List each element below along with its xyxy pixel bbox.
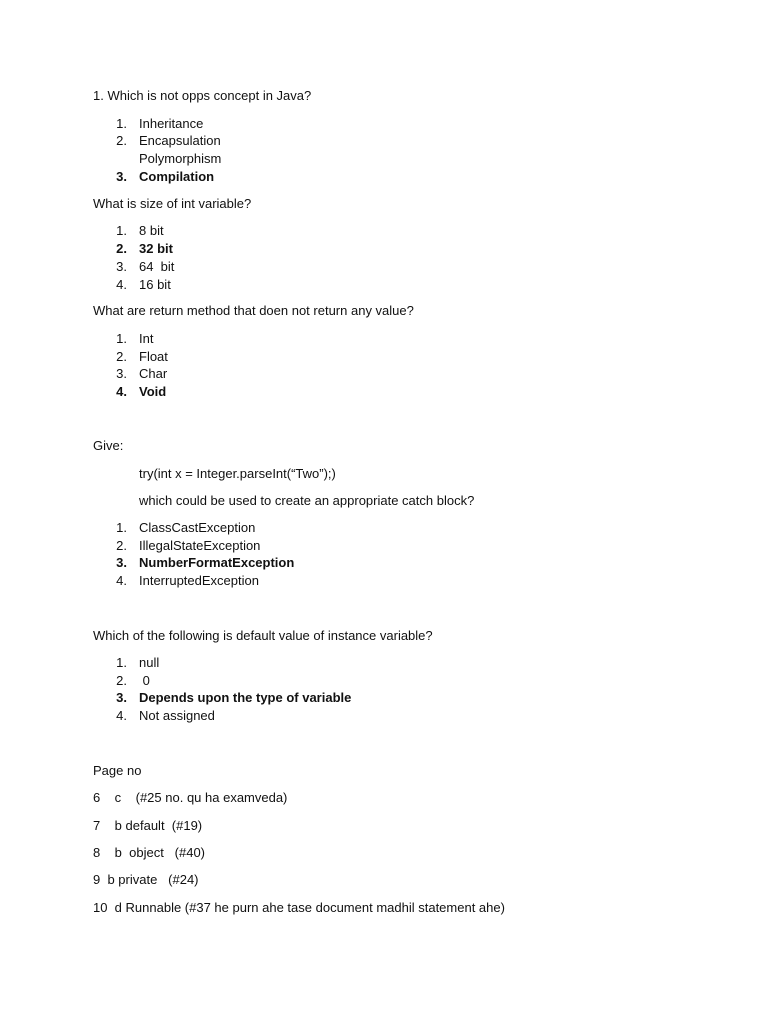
option-text: Encapsulation [139, 133, 221, 148]
option-text: 8 bit [139, 223, 164, 238]
question-3: What are return method that doen not return any value? [93, 303, 414, 318]
option-text: NumberFormatException [139, 555, 295, 570]
list-number: 3. [116, 555, 127, 570]
option-text: 0 [139, 673, 150, 688]
option-text: InterruptedException [139, 573, 259, 588]
q5-option-2 [93, 672, 150, 689]
list-number: 2. [116, 538, 127, 553]
note-line-8: 8 b object (#40) [93, 845, 206, 860]
question-1: 1. Which is not opps concept in Java? [93, 88, 312, 103]
list-number: 2. [116, 241, 127, 256]
option-text: Void [139, 384, 167, 399]
q3-option-4-answer [93, 383, 167, 400]
list-number: 3. [116, 690, 127, 705]
list-number: 4. [116, 384, 127, 399]
q5-option-1 [93, 654, 160, 671]
list-number: 1. [116, 520, 127, 535]
list-number: 1. [116, 655, 127, 670]
option-text: 32 bit [139, 241, 173, 256]
option-text: 64 bit [139, 259, 175, 274]
list-number: 3. [116, 169, 127, 184]
option-text: Float [139, 349, 168, 364]
q5-option-4 [93, 707, 215, 724]
q2-option-4 [93, 276, 171, 293]
list-number: 4. [116, 708, 127, 723]
give-label: Give: [93, 438, 124, 453]
note-line-6: 6 c (#25 no. qu ha examveda) [93, 790, 288, 805]
option-text: ClassCastException [139, 520, 256, 535]
list-number: 2. [116, 133, 127, 148]
q4-option-2 [93, 537, 261, 554]
list-number: 3. [116, 259, 127, 274]
option-text: Inheritance [139, 116, 204, 131]
option-text: 16 bit [139, 277, 171, 292]
q4-option-1 [93, 519, 256, 536]
option-text: Depends upon the type of variable [139, 690, 352, 705]
q4-option-4 [93, 572, 259, 589]
list-number: 2. [116, 349, 127, 364]
question-4: which could be used to create an appropriate catch block? [139, 493, 475, 508]
option-text: Not assigned [139, 708, 215, 723]
question-2: What is size of int variable? [93, 196, 252, 211]
q2-option-1 [93, 222, 164, 239]
list-number: 1. [116, 223, 127, 238]
q2-option-2-answer [93, 240, 173, 257]
list-number: 1. [116, 116, 127, 131]
q3-option-3 [93, 365, 168, 382]
option-text: Polymorphism [139, 151, 222, 166]
q1-option-2 [93, 132, 221, 149]
q3-option-2 [93, 348, 168, 365]
option-text: IllegalStateException [139, 538, 261, 553]
q1-option-3-answer [93, 168, 215, 185]
list-number: 2. [116, 673, 127, 688]
option-text: Char [139, 366, 168, 381]
list-number: 3. [116, 366, 127, 381]
option-text: null [139, 655, 160, 670]
code-snippet: try(int x = Integer.parseInt(“Two”);) [139, 466, 336, 481]
list-number: 4. [116, 277, 127, 292]
q2-option-3 [93, 258, 175, 275]
q3-option-1 [93, 330, 154, 347]
list-number: 1. [116, 331, 127, 346]
q1-option-2b [93, 150, 222, 167]
q5-option-3-answer [93, 689, 352, 706]
note-line-10: 10 d Runnable (#37 he purn ahe tase document madhil statement ahe) [93, 900, 505, 915]
page-no-heading: Page no [93, 763, 142, 778]
q1-option-1 [93, 115, 204, 132]
option-text: Int [139, 331, 154, 346]
note-line-9: 9 b private (#24) [93, 872, 199, 887]
question-5: Which of the following is default value of instance variable? [93, 628, 433, 643]
list-number: 4. [116, 573, 127, 588]
q4-option-3-answer [93, 554, 295, 571]
option-text: Compilation [139, 169, 215, 184]
note-line-7: 7 b default (#19) [93, 818, 203, 833]
